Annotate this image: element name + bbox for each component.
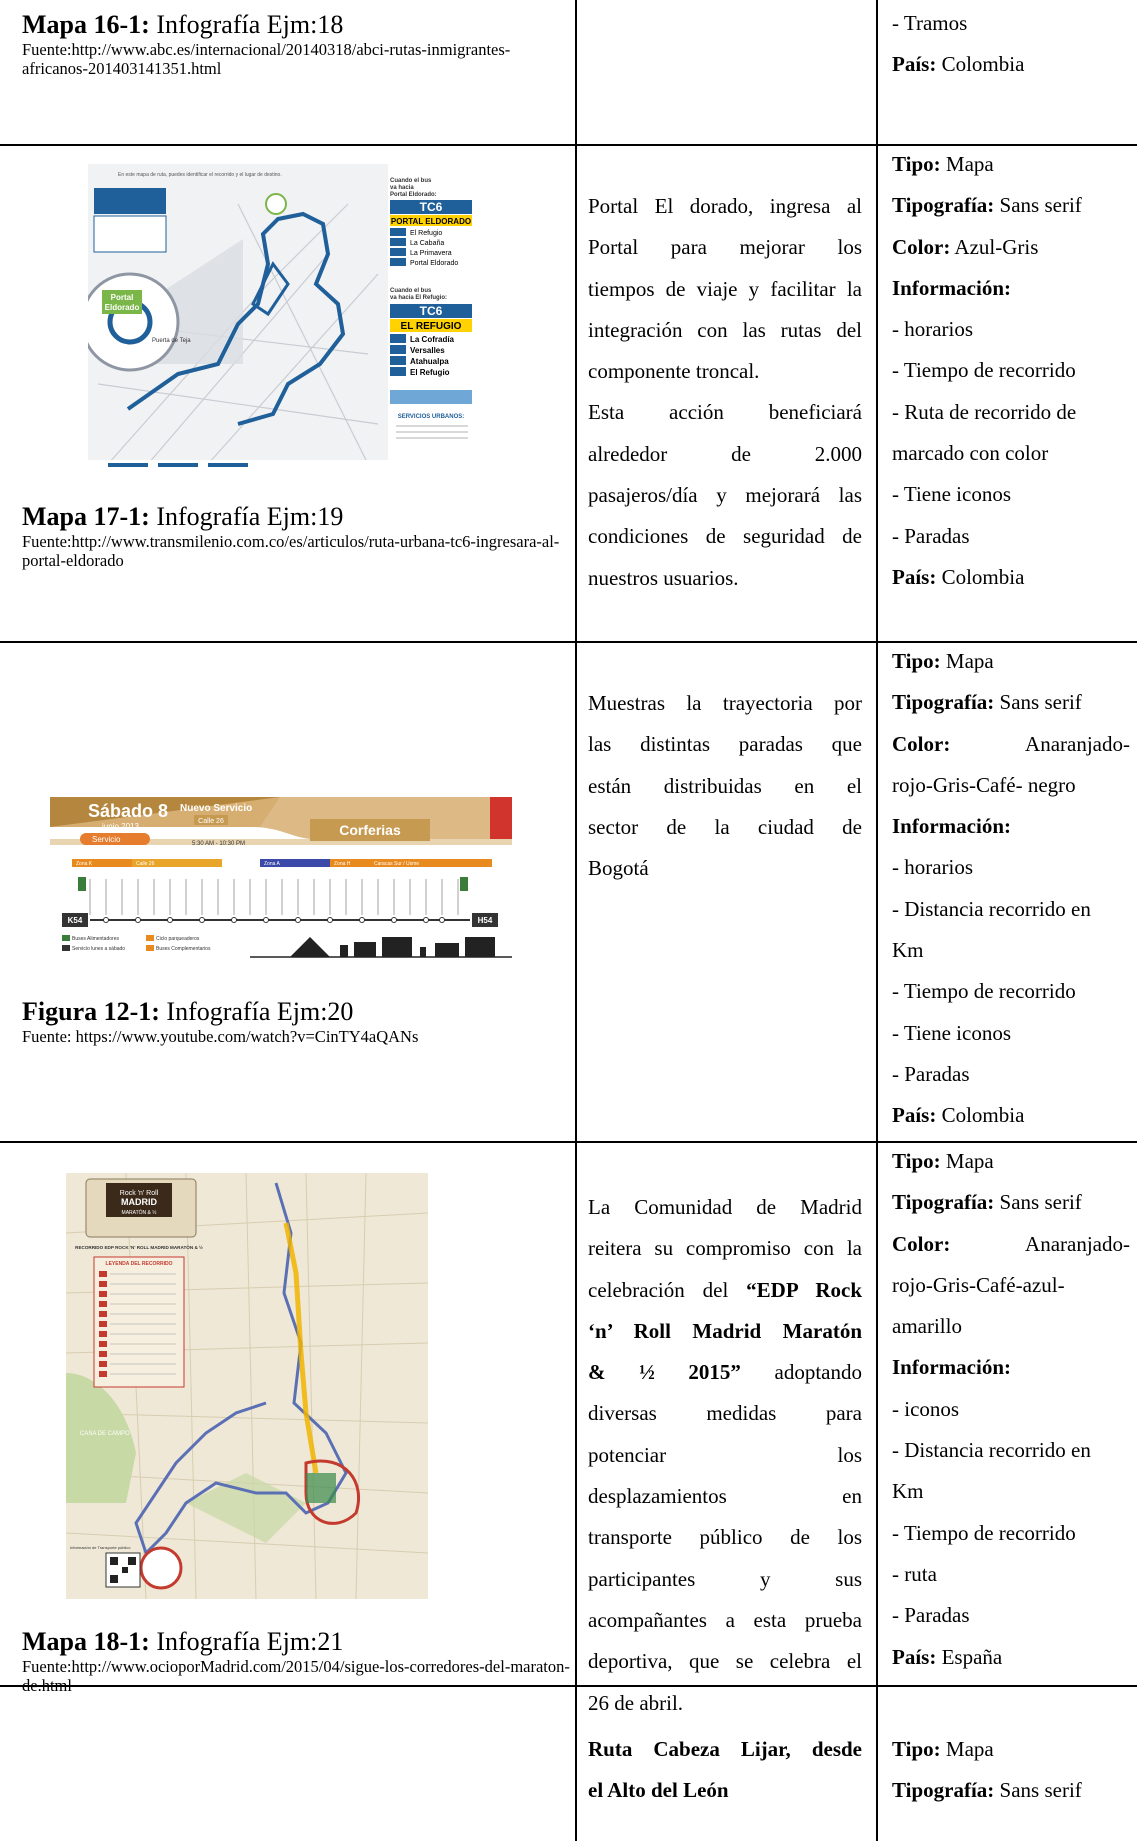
figure-caption-block [22, 1623, 570, 1695]
table-row [0, 0, 1137, 144]
detail-line [892, 144, 1130, 185]
description-text: potenciar los [588, 1442, 862, 1467]
description-line: alrededor de 2.000 [588, 441, 862, 466]
detail-value: - Tramos [892, 11, 968, 35]
detail-line [892, 1224, 1130, 1265]
detail-label: País: [892, 52, 937, 77]
detail-line [892, 3, 1130, 44]
description-text: acompañantes a esta prueba [588, 1607, 862, 1632]
description-bold: “EDP Rock [746, 1277, 863, 1302]
figure-caption-block [22, 498, 570, 570]
description-line: Esta acción beneficiará [588, 400, 862, 425]
caption-text: Infografía Ejm:21 [149, 1627, 344, 1656]
detail-value: Colombia [936, 564, 1025, 589]
detail-line [892, 185, 1130, 226]
detail-label: Tipo: [892, 1149, 941, 1173]
detail-value: - iconos [892, 1396, 960, 1421]
route-code-right: H54 [477, 916, 493, 925]
svg-text:Información de Transporte públ: Información de Transporte público [70, 1545, 131, 1550]
legend-header-1: Cuando el bus [390, 178, 432, 184]
detail-value: Mapa [940, 152, 994, 176]
detail-label: Tipografía: [892, 690, 995, 715]
description-cell [588, 683, 862, 889]
description-line: nuestros usuarios. [588, 565, 739, 590]
route-line-illustration [50, 797, 512, 975]
detail-line [892, 1595, 1130, 1636]
svg-text:Portal Eldorado:: Portal Eldorado: [390, 192, 437, 198]
svg-text:Caracas Sur / Usme: Caracas Sur / Usme [374, 861, 420, 867]
figure-source: Fuente:http://www.ocioporMadrid.com/2015/04/sigue-los-corredores-del-maraton-de.html [22, 1657, 570, 1695]
svg-text:Buses Alimentadores: Buses Alimentadores [72, 936, 119, 942]
detail-label: Tipografía: [892, 1190, 995, 1215]
description-line [588, 1517, 862, 1558]
detail-line [892, 806, 1130, 847]
description-text: La Comunidad de Madrid [588, 1195, 862, 1219]
details-cell [892, 3, 1130, 86]
legend-header-2: Cuando el bus [390, 288, 432, 294]
description-text: diversas medidas para [588, 1401, 862, 1426]
description-text: adoptando [740, 1360, 862, 1385]
description-cell [588, 1187, 862, 1724]
description-line: componente troncal. [588, 359, 760, 384]
detail-value: Sans serif [994, 1190, 1082, 1215]
figure-caption-block [22, 993, 570, 1046]
detail-line [892, 724, 1130, 765]
detail-line [892, 1729, 1130, 1770]
figure-caption [22, 10, 570, 40]
detail-value: - Tiempo de recorrido [892, 979, 1076, 1004]
details-cell [892, 641, 1130, 1137]
description-text: transporte público de los [588, 1525, 862, 1550]
detail-label: Tipo: [892, 1737, 941, 1761]
transmilenio-map-image [88, 164, 508, 472]
figure-caption [22, 997, 570, 1027]
detail-label: Color: [892, 731, 951, 756]
description-cell [588, 186, 862, 599]
detail-line [892, 1430, 1130, 1471]
svg-text:En este mapa de ruta, puedes i: En este mapa de ruta, puedes identificar el recorrido y el lugar de destino. [118, 172, 282, 178]
detail-value: Km [892, 938, 924, 963]
detail-label: Información: [892, 275, 1011, 300]
detail-line [892, 1265, 1130, 1306]
svg-text:MADRID: MADRID [121, 1197, 157, 1207]
detail-line [892, 1471, 1130, 1512]
detail-value: España [936, 1644, 1003, 1669]
detail-line [892, 433, 1130, 474]
description-line [588, 1435, 862, 1476]
caption-label: Figura 12-1: [22, 997, 160, 1026]
detail-label: Tipo: [892, 152, 941, 176]
detail-value: Anaranjado- [1025, 731, 1130, 756]
description-line: Bogotá [588, 856, 649, 881]
description-line [588, 1559, 862, 1600]
destination-1: PORTAL ELDORADO [390, 217, 472, 226]
svg-text:El Refugio: El Refugio [410, 230, 443, 237]
svg-text:LEYENDA DEL RECORRIDO: LEYENDA DEL RECORRIDO [105, 1261, 173, 1267]
detail-value: rojo-Gris-Café-azul- [892, 1272, 1065, 1297]
table-row [0, 1687, 1137, 1841]
detail-line [892, 930, 1130, 971]
madrid-marathon-map-image [66, 1173, 428, 1599]
description-line [588, 1641, 862, 1682]
description-line [588, 1352, 862, 1393]
svg-text:Servicio lunes a sábado: Servicio lunes a sábado [72, 946, 126, 952]
detail-value: - Tiene iconos [892, 482, 1012, 507]
description-line [588, 1270, 862, 1311]
caption-label: Mapa 18-1: [22, 1627, 150, 1656]
detail-line [892, 971, 1130, 1012]
detail-value: Azul-Gris [950, 234, 1039, 259]
description-line: las distintas paradas que [588, 732, 862, 757]
svg-text:El Refugio: El Refugio [410, 368, 450, 377]
marathon-map-illustration [66, 1173, 428, 1599]
details-cell [892, 1141, 1130, 1678]
detail-line [892, 227, 1130, 268]
description-line [588, 1476, 862, 1517]
description-line: el Alto del León [588, 1778, 729, 1803]
detail-label: Color: [892, 234, 951, 259]
svg-text:5:30 AM - 10:30 PM: 5:30 AM - 10:30 PM [192, 841, 246, 847]
details-cell [892, 144, 1130, 598]
description-line [588, 1228, 862, 1269]
detail-label: Tipo: [892, 649, 941, 673]
table-row [0, 146, 1137, 641]
detail-value: Km [892, 1479, 924, 1504]
description-line: pasajeros/día y mejorará las [588, 483, 862, 508]
detail-line [892, 1182, 1130, 1223]
detail-line [892, 847, 1130, 888]
description-line [588, 1600, 862, 1641]
detail-label: País: [892, 564, 937, 589]
detail-line [892, 1095, 1130, 1136]
description-text: reitera su compromiso con la [588, 1236, 862, 1261]
detail-value: - Tiempo de recorrido [892, 358, 1076, 383]
svg-text:Servicio: Servicio [92, 835, 121, 844]
description-text: desplazamientos en [588, 1484, 862, 1509]
detail-value: - Distancia recorrido en [892, 1438, 1091, 1463]
description-line [588, 1311, 862, 1352]
svg-text:Versalles: Versalles [410, 346, 445, 355]
urban-services-label: SERVICIOS URBANOS: [397, 414, 465, 420]
detail-value: Anaranjado- [1025, 1231, 1130, 1256]
description-cell [588, 1729, 862, 1812]
caption-text: Infografía Ejm:18 [149, 10, 344, 39]
figure-source: Fuente:http://www.abc.es/internacional/20140318/abci-rutas-inmigrantes-africanos-201403141351.html [22, 40, 511, 78]
detail-label: Tipografía: [892, 193, 995, 218]
detail-line [892, 765, 1130, 806]
detail-label: País: [892, 1644, 937, 1669]
table-row [0, 643, 1137, 1141]
svg-text:La Cofradía: La Cofradía [410, 335, 455, 344]
svg-text:Zona K: Zona K [76, 861, 93, 867]
detail-line [892, 1554, 1130, 1595]
detail-value: Sans serif [994, 1778, 1082, 1803]
detail-value: - Tiempo de recorrido [892, 1520, 1076, 1545]
detail-line [892, 1389, 1130, 1430]
route-code-badge: TC6 [419, 200, 443, 214]
detail-line [892, 44, 1130, 85]
route-code-left: K54 [67, 916, 83, 925]
detail-label: Tipografía: [892, 1778, 995, 1803]
detail-value: - Paradas [892, 1061, 970, 1086]
description-text: deportiva, que se celebra el [588, 1649, 862, 1674]
description-line: Muestras la trayectoria por [588, 691, 862, 715]
detail-line [892, 1306, 1130, 1347]
description-line [588, 1187, 862, 1228]
detail-line [892, 516, 1130, 557]
detail-line [892, 1141, 1130, 1182]
detail-line [892, 268, 1130, 309]
detail-line [892, 1770, 1130, 1811]
detail-line [892, 1013, 1130, 1054]
caption-text: Infografía Ejm:19 [149, 502, 344, 531]
detail-value: Sans serif [994, 193, 1082, 218]
svg-text:La Primavera: La Primavera [410, 250, 452, 257]
figure-source: Fuente:http://www.transmilenio.com.co/es/articulos/ruta-urbana-tc6-ingresara-al-portal-eldorado [22, 532, 560, 570]
svg-text:CASA DE CAMPO: CASA DE CAMPO [80, 1431, 130, 1437]
detail-line [892, 350, 1130, 391]
description-text: 26 de abril. [588, 1690, 684, 1715]
detail-value: marcado con color [892, 441, 1049, 466]
description-line [588, 1393, 862, 1434]
detail-value: Mapa [940, 649, 994, 673]
svg-text:Calle 26: Calle 26 [136, 861, 155, 867]
svg-text:Portal Eldorado: Portal Eldorado [410, 260, 459, 267]
description-text: participantes y sus [588, 1566, 862, 1591]
detail-value: Colombia [936, 1103, 1025, 1128]
detail-line [892, 474, 1130, 515]
detail-line [892, 889, 1130, 930]
detail-value: Sans serif [994, 690, 1082, 715]
description-line: Portal para mejorar los [588, 235, 862, 260]
route-title: RECORRIDO EDP ROCK 'N' ROLL MADRID MARATÓN & ½ [75, 1245, 203, 1250]
svg-text:Atahualpa: Atahualpa [410, 357, 449, 366]
detail-line [892, 1054, 1130, 1095]
figure-source: Fuente: https://www.youtube.com/watch?v=CinTY4aQANs [22, 1027, 419, 1046]
table-row [0, 1143, 1137, 1715]
caption-label: Mapa 16-1: [22, 10, 150, 39]
svg-text:junio 2013: junio 2013 [102, 822, 139, 831]
detail-value: - Paradas [892, 523, 970, 548]
svg-text:Zona A: Zona A [264, 861, 280, 867]
detail-value: - ruta [892, 1561, 937, 1586]
figure-caption [22, 502, 570, 532]
description-line: condiciones de seguridad de [588, 524, 862, 549]
detail-label: Color: [892, 1231, 951, 1256]
svg-text:MARATÓN & ½: MARATÓN & ½ [121, 1210, 157, 1216]
map-place-label: Puerta de Teja [152, 338, 191, 344]
figure-caption [22, 1627, 570, 1657]
description-line: integración con las rutas del [588, 317, 862, 342]
description-line: están distribuidas en el [588, 773, 862, 798]
svg-text:Ciclo parqueaderos: Ciclo parqueaderos [156, 936, 200, 942]
svg-text:va hacia: va hacia [390, 185, 414, 191]
corferias-route-image [50, 797, 512, 975]
detail-value: - horarios [892, 855, 974, 880]
detail-value: - Distancia recorrido en [892, 896, 1091, 921]
detail-value: Colombia [936, 52, 1025, 77]
description-text: celebración del [588, 1277, 747, 1302]
detail-value: Mapa [940, 1737, 994, 1761]
detail-value: - horarios [892, 317, 974, 342]
caption-label: Mapa 17-1: [22, 502, 150, 531]
svg-text:Buses Complementarios: Buses Complementarios [156, 946, 211, 952]
detail-line [892, 1637, 1130, 1678]
description-bold: ‘n’ Roll Madrid Maratón [588, 1318, 862, 1343]
description-line: Portal El dorado, ingresa al [588, 194, 862, 218]
detail-label: Información: [892, 1355, 1011, 1380]
description-bold: & ½ 2015” [588, 1360, 741, 1385]
destination-label: Corferias [339, 822, 401, 838]
description-line: sector de la ciudad de [588, 814, 862, 839]
detail-value: - Ruta de recorrido de [892, 399, 1077, 424]
detail-line [892, 557, 1130, 598]
svg-text:Nuevo Servicio: Nuevo Servicio [180, 803, 253, 814]
svg-text:TC6: TC6 [419, 304, 443, 318]
description-line: tiempos de viaje y facilitar la [588, 276, 862, 301]
route-map-illustration [88, 164, 508, 472]
svg-text:Zona H: Zona H [334, 861, 351, 867]
detail-line [892, 1347, 1130, 1388]
detail-value: amarillo [892, 1314, 962, 1339]
detail-value: - Tiene iconos [892, 1020, 1012, 1045]
map-portal-label: Portal [110, 293, 134, 302]
svg-text:Rock 'n' Roll: Rock 'n' Roll [119, 1190, 159, 1197]
caption-text: Infografía Ejm:20 [159, 997, 354, 1026]
detail-label: País: [892, 1103, 937, 1128]
svg-text:Eldorado: Eldorado [104, 303, 140, 312]
detail-value: - Paradas [892, 1603, 970, 1628]
description-line: Ruta Cabeza Lijar, desde [588, 1737, 862, 1761]
svg-text:Calle 26: Calle 26 [198, 818, 224, 825]
detail-line [892, 641, 1130, 682]
svg-text:La Cabaña: La Cabaña [410, 240, 445, 247]
destination-2: EL REFUGIO [400, 321, 462, 332]
detail-label: Información: [892, 814, 1011, 839]
svg-text:va hacia El Refugio:: va hacia El Refugio: [390, 295, 448, 301]
detail-value: rojo-Gris-Café- negro [892, 772, 1076, 797]
date-day: Sábado 8 [88, 801, 169, 821]
detail-line [892, 392, 1130, 433]
detail-line [892, 682, 1130, 723]
detail-line [892, 309, 1130, 350]
detail-line [892, 1513, 1130, 1554]
detail-value: Mapa [940, 1149, 994, 1173]
details-cell [892, 1729, 1130, 1812]
figure-caption-block [22, 6, 570, 78]
